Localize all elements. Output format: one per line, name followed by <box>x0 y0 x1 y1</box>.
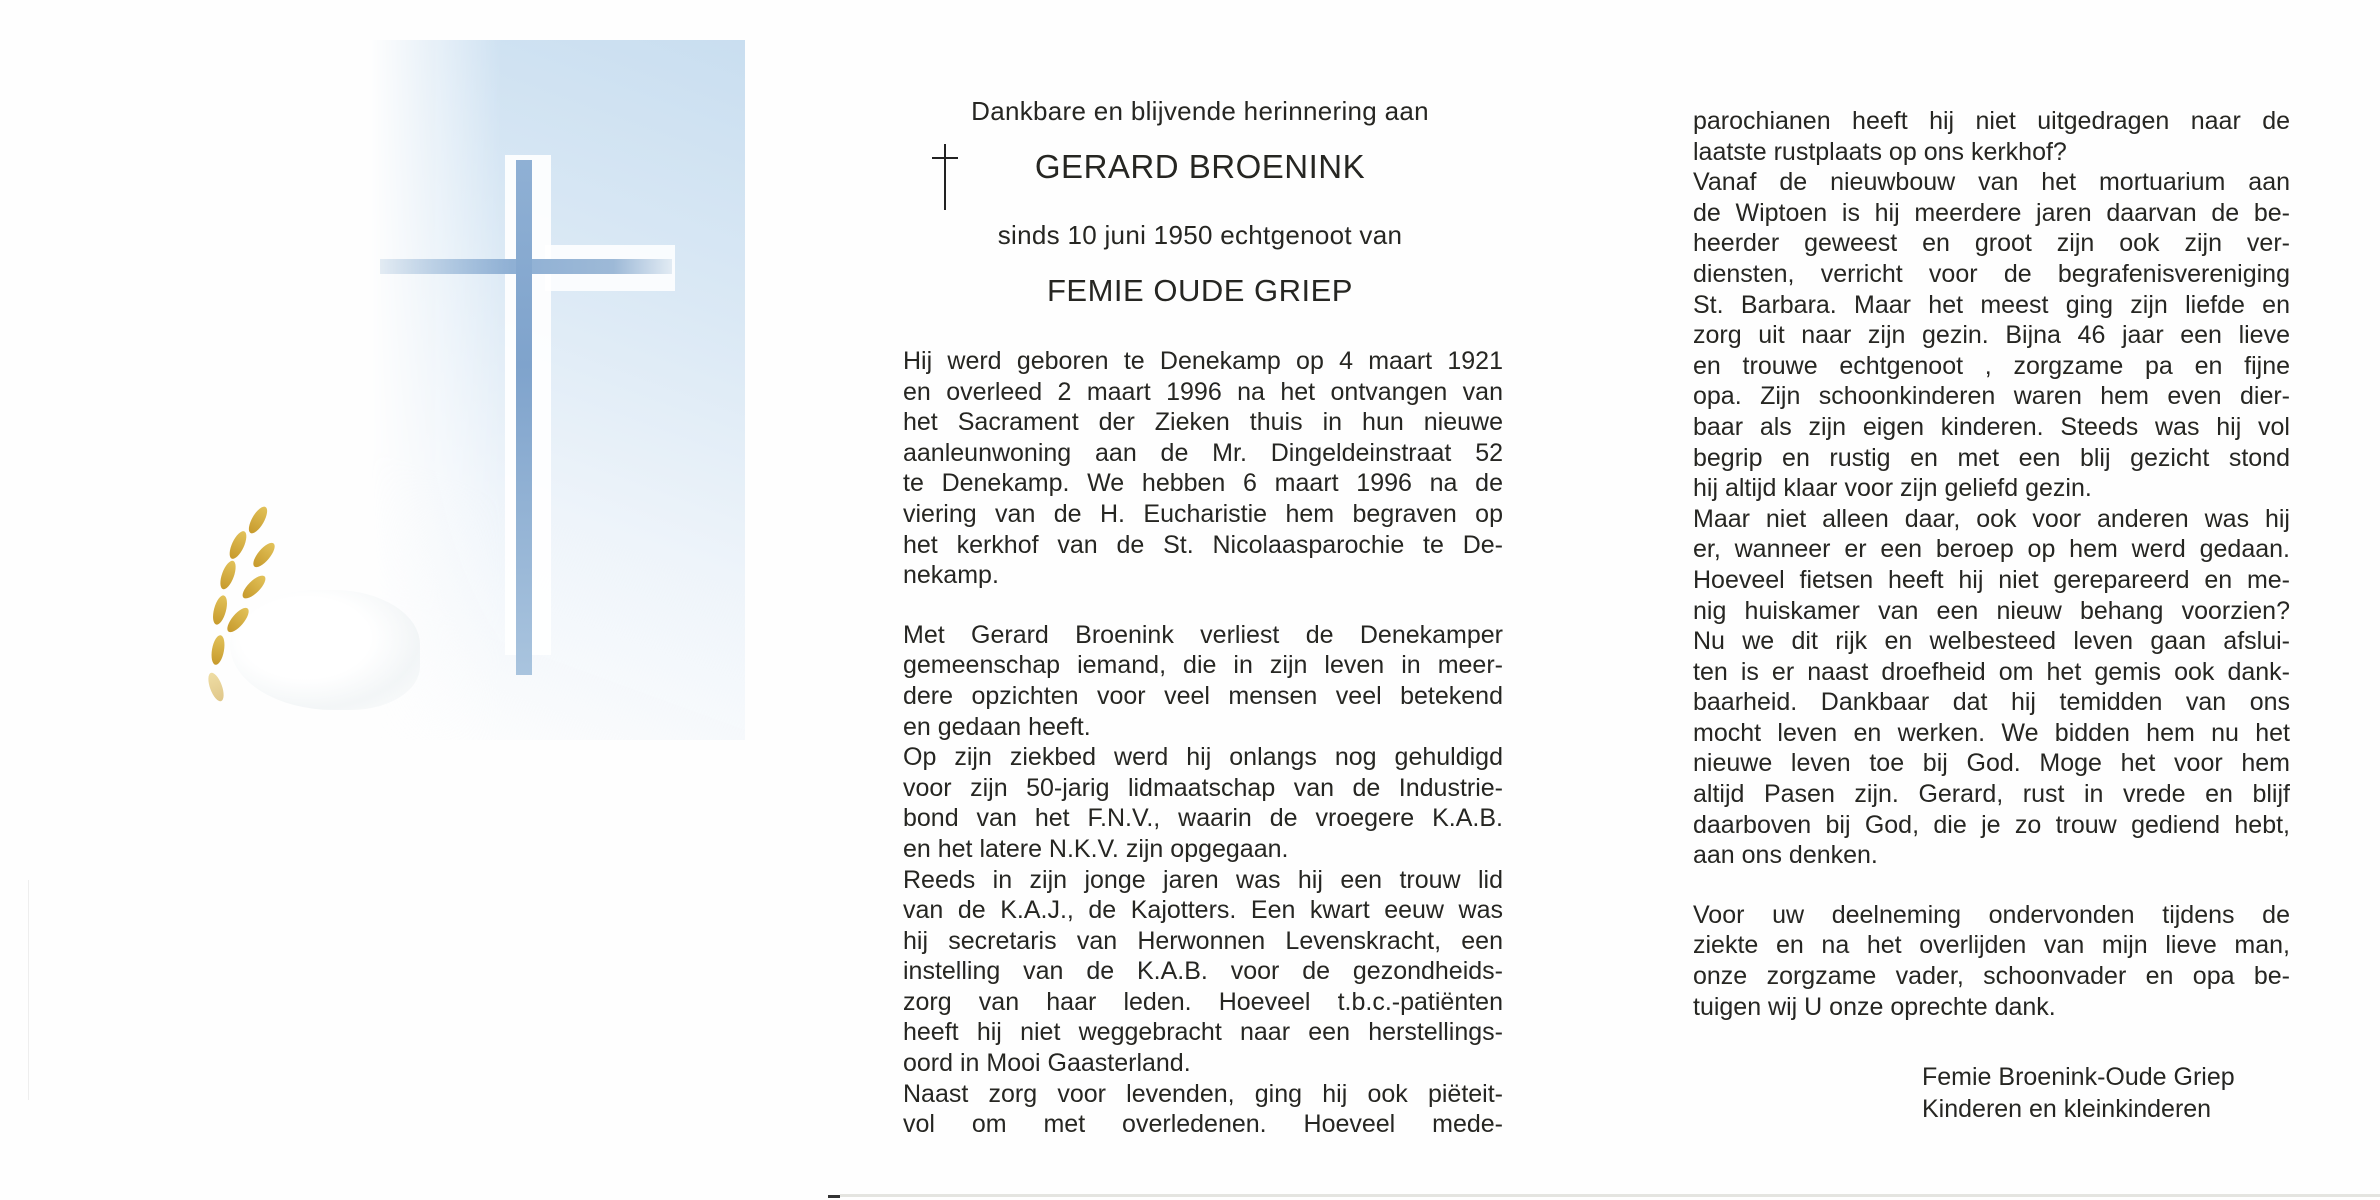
text-line: nig huiskamer van een nieuw behang voorzien? <box>1693 596 2290 625</box>
text-line: zorg uit naar zijn gezin. Bijna 46 jaar een lieve <box>1693 321 2290 350</box>
text-line: altijd Pasen zijn. Gerard, rust in vrede en blijf <box>1693 780 2290 809</box>
card-edge <box>28 880 29 1100</box>
text-line: bond van het F.N.V., waarin de vroegere K.A.B. <box>903 804 1503 833</box>
text-line: aan ons denken. <box>1693 841 1878 870</box>
text-line: nekamp. <box>903 561 999 590</box>
text-line: Vanaf de nieuwbouw van het mortuarium aan <box>1693 168 2290 197</box>
text-line: Hoeveel fietsen heeft hij niet gerepareerd en me- <box>1693 565 2290 594</box>
text-line: oord in Mooi Gaasterland. <box>903 1049 1191 1078</box>
paragraph <box>903 620 1503 742</box>
wheat-leaf <box>217 559 239 591</box>
card-bottom-edge <box>840 1194 2380 1197</box>
text-line: het kerkhof van de St. Nicolaasparochie te De- <box>903 530 1503 559</box>
text-line: zorg van haar leden. Hoeveel t.b.c.-patiënten <box>903 987 1503 1016</box>
text-line: hij secretaris van Herwonnen Levenskracht, een <box>903 926 1503 955</box>
text-line: baarheid. Dankbaar dat hij temidden van ons <box>1693 688 2290 717</box>
text-line: de Wiptoen is hij meerdere jaren daarvan de be- <box>1693 198 2290 227</box>
text-line: St. Barbara. Maar het meest ging zijn liefde en <box>1693 290 2290 319</box>
wheat-leaf <box>245 504 270 536</box>
deceased-name: GERARD BROENINK <box>1034 148 1366 185</box>
text-line: Voor uw deelneming ondervonden tijdens de <box>1693 900 2290 929</box>
paragraph <box>1693 106 2290 167</box>
text-line: heeft hij niet weggebracht naar een herstellings- <box>903 1018 1503 1047</box>
text-line: te Denekamp. We hebben 6 maart 1996 na de <box>903 469 1503 498</box>
text-line: en overleed 2 maart 1996 na het ontvangen van <box>903 377 1503 406</box>
text-line: ziekte en na het overlijden van mijn lieve man, <box>1693 931 2290 960</box>
text-line: onze zorgzame vader, schoonvader en opa be- <box>1693 962 2290 991</box>
text-line: vol om met overledenen. Hoeveel mede- <box>903 1110 1503 1139</box>
text-line: Nu we dit rijk en welbesteed leven gaan afslui- <box>1693 627 2290 656</box>
text-line: Maar niet alleen daar, ook voor anderen was hij <box>1693 504 2290 533</box>
cross-icon <box>516 160 532 675</box>
paragraph <box>903 865 1503 1079</box>
memorial-artwork <box>0 0 800 1200</box>
paragraph <box>1693 167 2290 504</box>
middle-text-column <box>903 346 1503 1140</box>
text-line: diensten, verricht voor de begrafenisvereniging <box>1693 259 2290 288</box>
text-line: ten is er naast droefheid om het gemis ook dank- <box>1693 657 2290 686</box>
wheat-leaf <box>210 594 229 626</box>
paragraph <box>903 346 1503 591</box>
text-line: viering van de H. Eucharistie hem begraven op <box>903 499 1503 528</box>
text-line: heerder geweest en groot zijn ook zijn ver- <box>1693 229 2290 258</box>
text-line: nieuwe leven toe bij God. Moge het voor hem <box>1693 749 2290 778</box>
text-line: en gedaan heeft. <box>903 712 1091 741</box>
text-line: en trouwe echtgenoot , zorgzame pa en fijne <box>1693 351 2290 380</box>
marriage-line: sinds 10 juni 1950 echtgenoot van <box>997 220 1403 250</box>
text-line: Op zijn ziekbed werd hij onlangs nog gehuldigd <box>903 743 1503 772</box>
text-line: van de K.A.J., de Kajotters. Een kwart eeuw was <box>903 896 1503 925</box>
signature-line-1: Femie Broenink-Oude Griep <box>1922 1063 2235 1091</box>
text-line: parochianen heeft hij niet uitgedragen naar de <box>1693 107 2290 135</box>
text-line: Met Gerard Broenink verliest de Denekamper <box>903 620 1503 649</box>
text-line: gemeenschap iemand, die in zijn leven in meer- <box>903 651 1503 680</box>
paragraph <box>1693 504 2290 871</box>
text-line: instelling van de K.A.B. voor de gezondheids- <box>903 957 1503 986</box>
text-line: begrip en rustig en met een blij gezicht stond <box>1693 443 2290 472</box>
scan-mark <box>828 1195 840 1198</box>
dove-icon <box>230 590 420 710</box>
text-line: daarboven bij God, die je zo trouw gediend hebt, <box>1693 810 2290 839</box>
spouse-name: FEMIE OUDE GRIEP <box>1047 273 1353 308</box>
text-line: en het latere N.K.V. zijn opgegaan. <box>903 834 1289 863</box>
right-text-column <box>1693 106 2290 1022</box>
text-line: tuigen wij U onze oprechte dank. <box>1693 992 2056 1021</box>
text-line: baar als zijn eigen kinderen. Steeds was hij vol <box>1693 412 2290 441</box>
text-line: mocht leven en werken. We bidden hem nu het <box>1693 718 2290 747</box>
wheat-leaf <box>239 572 269 602</box>
wheat-leaf <box>226 529 250 561</box>
paragraph <box>903 742 1503 864</box>
text-line: Naast zorg voor levenden, ging hij ook piëteit- <box>903 1079 1503 1108</box>
sky-background <box>370 40 745 740</box>
wheat-leaf <box>250 540 278 571</box>
paragraph <box>903 1079 1503 1140</box>
text-line: Reeds in zijn jonge jaren was hij een trouw lid <box>903 865 1503 894</box>
signature <box>1922 1061 2235 1125</box>
wheat-leaf <box>205 671 227 703</box>
text-line: er, wanneer er een beroep op hem werd gedaan. <box>1693 535 2290 564</box>
text-line: Hij werd geboren te Denekamp op 4 maart 1921 <box>903 347 1503 375</box>
paragraph <box>1693 900 2290 1022</box>
text-line: dere opzichten voor veel mensen veel betekend <box>903 681 1503 710</box>
text-line: hij altijd klaar voor zijn geliefd gezin. <box>1693 474 2092 503</box>
text-line: laatste rustplaats op ons kerkhof? <box>1693 137 2067 166</box>
text-line: opa. Zijn schoonkinderen waren hem even dier- <box>1693 382 2290 411</box>
text-line: voor zijn 50-jarig lidmaatschap van de Industrie- <box>903 773 1503 802</box>
signature-line-2: Kinderen en kleinkinderen <box>1922 1095 2212 1123</box>
intro-line: Dankbare en blijvende herinnering aan <box>971 96 1429 126</box>
text-line: het Sacrament der Zieken thuis in hun nieuwe <box>903 408 1503 437</box>
text-line: aanleunwoning aan de Mr. Dingeldeinstraat 52 <box>903 438 1503 467</box>
wheat-leaf <box>209 634 226 666</box>
